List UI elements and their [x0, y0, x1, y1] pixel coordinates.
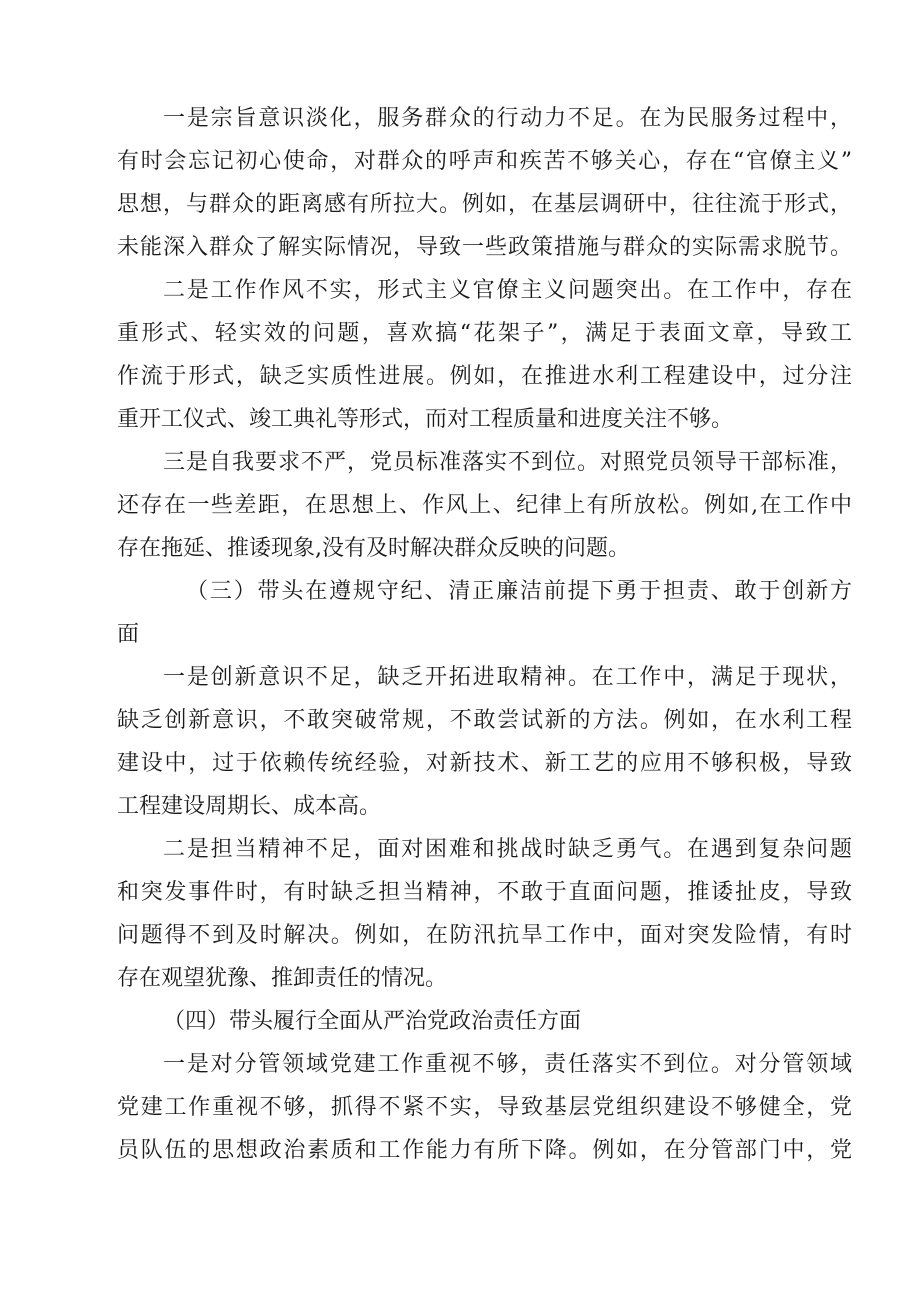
paragraph-1-line-4: 未能深入群众了解实际情况，导致一些政策措施与群众的实际需求脱节。	[117, 235, 852, 260]
paragraph-1-line-2: 有时会忘记初心使命，对群众的呼声和疾苦不够关心，存在“官僚主义”	[117, 149, 852, 174]
paragraph-6-line-3: 员队伍的思想政治素质和工作能力有所下降。例如，在分管部门中，党	[117, 1138, 852, 1163]
paragraph-4-line-3: 建设中，过于依赖传统经验，对新技术、新工艺的应用不够积极，导致	[117, 751, 852, 776]
paragraph-5-line-3: 问题得不到及时解决。例如，在防汛抗旱工作中，面对突发险情，有时	[117, 923, 852, 948]
section-heading-4: （四）带头履行全面从严治党政治责任方面	[163, 1009, 582, 1034]
section-heading-3-line-1: （三）带头在遵规守纪、清正廉洁前提下勇于担责、敢于创新方	[186, 579, 852, 604]
paragraph-5-line-4: 存在观望犹豫、推卸责任的情况。	[117, 966, 448, 991]
paragraph-3-line-3: 存在拖延、推诿现象,没有及时解决群众反映的问题。	[117, 536, 630, 561]
paragraph-1-line-3: 思想，与群众的距离感有所拉大。例如，在基层调研中，往往流于形式，	[117, 192, 852, 217]
paragraph-2-line-2: 重形式、轻实效的问题，喜欢搞“花架子”，满足于表面文章，导致工	[117, 321, 852, 346]
paragraph-4-line-4: 工程建设周期长、成本高。	[117, 794, 382, 819]
section-heading-3-line-2: 面	[117, 622, 140, 647]
paragraph-5-line-2: 和突发事件时，有时缺乏担当精神，不敢于直面问题，推诿扯皮，导致	[117, 880, 852, 905]
paragraph-2-line-4: 重开工仪式、竣工典礼等形式，而对工程质量和进度关注不够。	[117, 407, 734, 432]
paragraph-1-line-1: 一是宗旨意识淡化，服务群众的行动力不足。在为民服务过程中，	[163, 106, 852, 131]
paragraph-6-line-1: 一是对分管领域党建工作重视不够，责任落实不到位。对分管领域	[163, 1052, 852, 1077]
paragraph-4-line-2: 缺乏创新意识，不敢突破常规，不敢尝试新的方法。例如，在水利工程	[117, 708, 852, 733]
paragraph-3-line-2: 还存在一些差距，在思想上、作风上、纪律上有所放松。例如,在工作中	[117, 493, 852, 518]
paragraph-6-line-2: 党建工作重视不够，抓得不紧不实，导致基层党组织建设不够健全，党	[117, 1095, 852, 1120]
paragraph-2-line-1: 二是工作作风不实，形式主义官僚主义问题突出。在工作中，存在	[163, 278, 852, 303]
paragraph-4-line-1: 一是创新意识不足，缺乏开拓进取精神。在工作中，满足于现状，	[163, 665, 852, 690]
paragraph-2-line-3: 作流于形式，缺乏实质性进展。例如，在推进水利工程建设中，过分注	[117, 364, 852, 389]
paragraph-3-line-1: 三是自我要求不严，党员标准落实不到位。对照党员领导干部标准，	[163, 450, 852, 475]
paragraph-5-line-1: 二是担当精神不足，面对困难和挑战时缺乏勇气。在遇到复杂问题	[163, 837, 852, 862]
